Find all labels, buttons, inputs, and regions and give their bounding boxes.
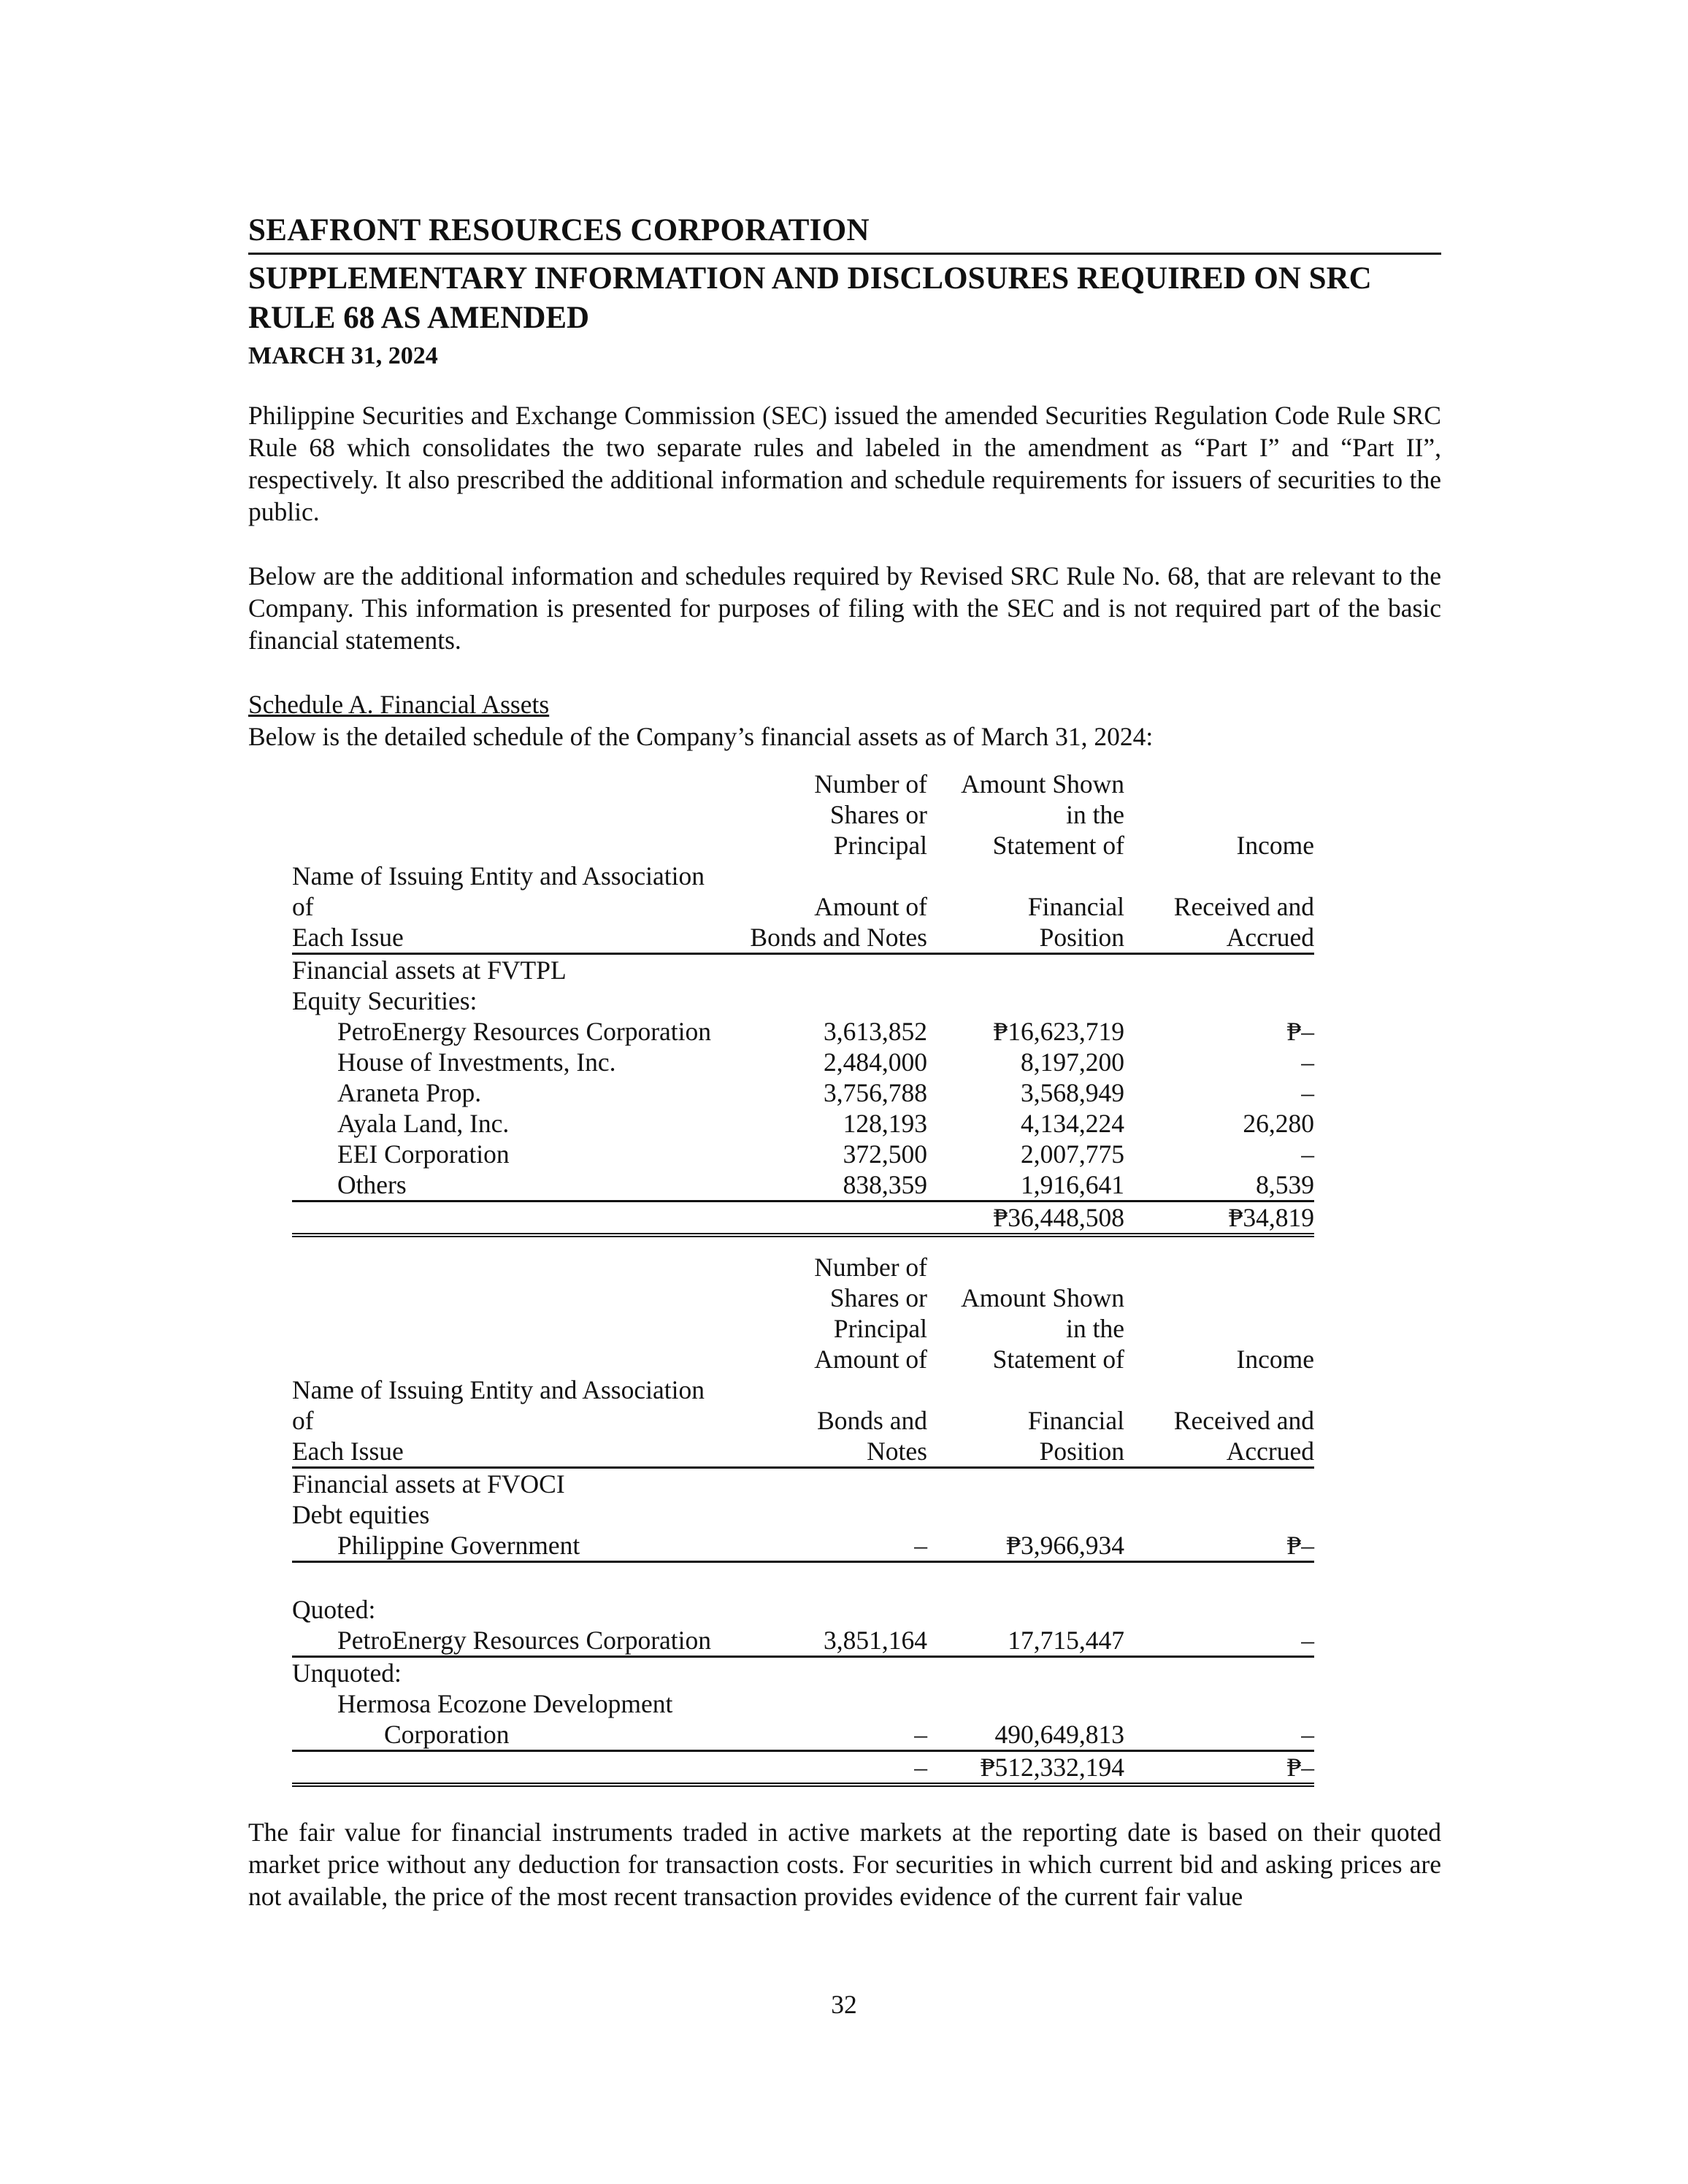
- schedule-title: Schedule A. Financial Assets: [248, 690, 550, 719]
- income-value: ₱–: [1124, 1530, 1314, 1562]
- table-header-cell: Position: [927, 1436, 1124, 1468]
- income-value: –: [1301, 1078, 1314, 1107]
- income-value: 8,539: [1124, 1169, 1314, 1201]
- income-value: –: [1124, 1625, 1314, 1657]
- total-amount: ₱512,332,194: [927, 1750, 1124, 1785]
- table-header-cell: Financial: [1027, 892, 1124, 921]
- document-title: SUPPLEMENTARY INFORMATION AND DISCLOSURES REQUIRED ON SRC RULE 68 AS AMENDED: [248, 261, 1372, 335]
- table-header-cell: Bonds and: [817, 1406, 927, 1435]
- table-header-cell: [292, 1344, 730, 1374]
- amount-value: 2,007,775: [1021, 1139, 1124, 1169]
- total-income: ₱–: [1124, 1750, 1314, 1785]
- issuer-name: EEI Corporation: [337, 1139, 510, 1169]
- issuer-name-continued: Corporation: [292, 1719, 730, 1751]
- total-amount: ₱36,448,508: [927, 1201, 1124, 1236]
- subsection-label-quoted: Quoted:: [292, 1594, 376, 1624]
- table-header-cell: [1124, 1313, 1314, 1344]
- table-header-cell: Income: [1236, 1345, 1314, 1374]
- income-value: –: [1124, 1719, 1314, 1751]
- section-label-fvoci: Financial assets at FVOCI: [292, 1469, 565, 1499]
- income-value: ₱–: [1286, 1017, 1314, 1046]
- issuer-name: PetroEnergy Resources Corporation: [337, 1017, 712, 1046]
- table-header-cell: [292, 1252, 730, 1283]
- table-header-cell: Notes: [730, 1436, 927, 1468]
- table-row: [292, 1108, 1314, 1139]
- table-header-cell: Income: [1236, 831, 1314, 860]
- shares-value: 128,193: [843, 1109, 927, 1138]
- company-name: SEAFRONT RESOURCES CORPORATION: [248, 212, 1441, 255]
- intro-paragraph-2: Below are the additional information and schedules required by Revised SRC Rule No. 68, that are relevant to the Company. This information is presented for purposes of filing with the SEC and is not required part of the basic financial statements.: [248, 561, 1441, 655]
- fair-value-paragraph: The fair value for financial instruments traded in active markets at the reporting date is based on their quoted market price without any deduction for transaction costs. For securities in which current bid and asking prices are not available, the price of the most recent transaction provides evidence of the current fair value: [248, 1817, 1441, 1911]
- amount-value: 1,916,641: [927, 1169, 1124, 1201]
- table-header-cell: [292, 799, 730, 830]
- table-header-cell: Shares or: [829, 800, 927, 829]
- total-shares: –: [730, 1750, 927, 1785]
- amount-value: 4,134,224: [1021, 1109, 1124, 1138]
- table-header-cell: [292, 830, 730, 861]
- table-header-cell: Each Issue: [292, 1436, 730, 1468]
- income-value: –: [1301, 1139, 1314, 1169]
- table-header-cell: [1124, 1283, 1314, 1313]
- amount-value: 8,197,200: [1021, 1047, 1124, 1077]
- table-header-cell: [1124, 1252, 1314, 1283]
- shares-value: 2,484,000: [824, 1047, 927, 1077]
- table-header-cell: Each Issue: [292, 922, 730, 954]
- amount-value: 3,568,949: [1021, 1078, 1124, 1107]
- table-header-cell: Principal: [833, 1314, 927, 1343]
- table-header-cell: Amount Shown: [961, 769, 1124, 799]
- table-header-cell: [927, 1252, 1124, 1283]
- income-value: –: [1301, 1047, 1314, 1077]
- issuer-name: Philippine Government: [292, 1530, 730, 1562]
- shares-value: –: [730, 1530, 927, 1562]
- total-label-empty: [292, 1201, 730, 1236]
- amount-value: 17,715,447: [927, 1625, 1124, 1657]
- table-header-cell: Received and: [1173, 1406, 1314, 1435]
- table-header-cell: in the: [1066, 1314, 1124, 1343]
- total-row: [292, 1201, 1314, 1236]
- schedule-intro: Below is the detailed schedule of the Company’s financial assets as of March 31, 2024:: [248, 722, 1154, 751]
- table-row: [292, 1719, 1314, 1751]
- amount-value: 490,649,813: [927, 1719, 1124, 1751]
- shares-value: 3,756,788: [824, 1078, 927, 1107]
- document-page: [248, 212, 1441, 1938]
- amount-value: ₱3,966,934: [927, 1530, 1124, 1562]
- income-value: 26,280: [1243, 1109, 1314, 1138]
- table-header-cell: Amount of: [814, 892, 927, 921]
- table-header-cell: Amount Shown: [961, 1283, 1124, 1312]
- document-date: MARCH 31, 2024: [248, 342, 438, 369]
- table-header-cell: in the: [1066, 800, 1124, 829]
- table-header-cell: [1124, 799, 1314, 830]
- table-header-cell: [292, 1283, 730, 1313]
- table-header-cell: Statement of: [992, 1345, 1124, 1374]
- table-header-cell: Number of: [814, 769, 927, 799]
- shares-value: 3,851,164: [730, 1625, 927, 1657]
- subsection-label-equity: Equity Securities:: [292, 986, 477, 1015]
- table-header-cell: Accrued: [1124, 922, 1314, 954]
- shares-value: –: [730, 1719, 927, 1751]
- table-header-cell: Amount of: [814, 1345, 927, 1374]
- total-income: ₱34,819: [1124, 1201, 1314, 1236]
- issuer-name: PetroEnergy Resources Corporation: [292, 1625, 730, 1657]
- table-row: [292, 1047, 1314, 1077]
- subsection-label-unquoted: Unquoted:: [292, 1658, 402, 1688]
- total-label-empty: [292, 1750, 730, 1785]
- subsection-label-debt: Debt equities: [292, 1500, 430, 1529]
- total-shares-empty: [730, 1201, 927, 1236]
- table-header-cell: Received and: [1173, 892, 1314, 921]
- table-header-cell: Name of Issuing Entity and Association of: [292, 1375, 705, 1435]
- table-row: [292, 1139, 1314, 1169]
- table-row: [292, 1169, 1314, 1201]
- issuer-name: Hermosa Ecozone Development: [337, 1688, 673, 1718]
- shares-value: 838,359: [730, 1169, 927, 1201]
- shares-value: 372,500: [843, 1139, 927, 1169]
- intro-paragraph-1: Philippine Securities and Exchange Commission (SEC) issued the amended Securities Regulation Code Rule SRC Rule 68 which consolidates the two separate rules and labeled in the amendment as “Part I” and “Part II”, respectively. It also prescribed the additional information and schedule requirements for issuers of securities to the public.: [248, 401, 1441, 526]
- table-row: [292, 1530, 1314, 1562]
- table-header-cell: Name of Issuing Entity and Association of: [292, 861, 705, 921]
- table-header-cell: Shares or: [829, 1283, 927, 1312]
- table-header-cell: Statement of: [992, 831, 1124, 860]
- issuer-name: Araneta Prop.: [337, 1078, 482, 1107]
- section-label-fvtpl: Financial assets at FVTPL: [292, 956, 567, 985]
- table-header-cell: [292, 1313, 730, 1344]
- issuer-name: Others: [292, 1169, 730, 1201]
- shares-value: 3,613,852: [824, 1017, 927, 1046]
- table-header-cell: Position: [927, 922, 1124, 954]
- table-row: [292, 1625, 1314, 1657]
- table-header-cell: Principal: [833, 831, 927, 860]
- table-header-cell: Bonds and Notes: [730, 922, 927, 954]
- table-header-cell: Financial: [1027, 1406, 1124, 1435]
- table-header-cell: [292, 769, 730, 799]
- table-header-cell: [1124, 769, 1314, 799]
- total-row: [292, 1750, 1314, 1785]
- issuer-name: House of Investments, Inc.: [337, 1047, 616, 1077]
- issuer-name: Ayala Land, Inc.: [337, 1109, 510, 1138]
- table-row: [292, 1016, 1314, 1047]
- amount-value: ₱16,623,719: [993, 1017, 1124, 1046]
- fvtpl-table: [292, 769, 1314, 1237]
- table-header-cell: Number of: [814, 1253, 927, 1282]
- table-row: [292, 1077, 1314, 1108]
- fvoci-table: [292, 1252, 1314, 1787]
- table-header-cell: Accrued: [1124, 1436, 1314, 1468]
- page-number: 32: [831, 1990, 857, 2019]
